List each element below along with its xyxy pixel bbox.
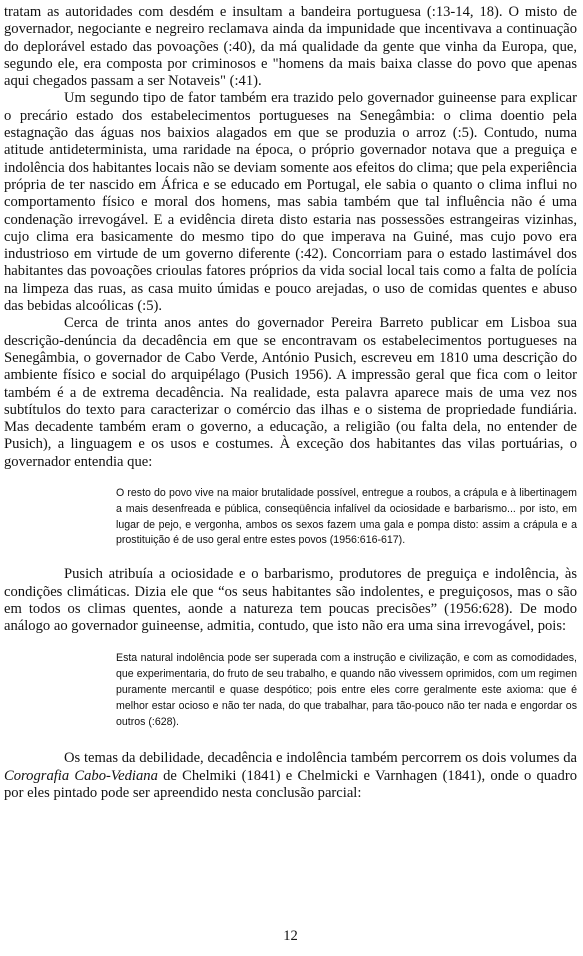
paragraph-1: tratam as autoridades com desdém e insultam a bandeira portuguesa (:13-14, 18). O misto de governador, negociante e negreiro reclamava ainda da impunidade que incentivava a continuação do deplorável estado das povoações (:40), da má qualidade da gente que vinha da Europa, que, segundo ele, era composta por criminosos e "homens da mais baixa classe do povo que apenas aqui chegados passam a ser Notaveis" (:41).: [4, 4, 577, 90]
paragraph-5: [4, 750, 577, 802]
block-quote-2: Esta natural indolência pode ser superada com a instrução e civilização, e com as comodidades, que experimentaria, do fruto de seu trabalho, e quando não vivessem oprimidos, com um regimen puramente mercantil e quase despótico; pois entre eles corre geralmente este axioma: que é melhor estar ocioso e não ter nada, do que trabalhar, para tão-pouco não ter nada e engordar os outros (:628).: [116, 652, 577, 728]
paragraph-4: Pusich atribuía a ociosidade e o barbarismo, produtores de preguiça e indolência, às condições climáticas. Dizia ele que “os seus habitantes são indolentes, e preguiçosos, mas o são em todos os climas quentes, aonde a natureza tem poucas precisões” (1956:628). De modo análogo ao governador guineense, admitia, contudo, que isto não era uma sina irrevogável, pois:: [4, 566, 577, 635]
paragraph-2: Um segundo tipo de fator também era trazido pelo governador guineense para explicar o precário estado dos estabelecimentos portugueses na Senegâmbia: o clima doentio pela estagnação das águas nos baixios alagados em que se produzia o arroz (:5). Contudo, numa atitude antideterminista, uma raridade na época, o próprio governador notava que a preguiça e indolência dos habitantes locais não se deviam somente aos efeitos do clima; que pela experiência própria de ter nascido em África e se educado em Portugal, ele sabia o quanto o clima influi no comportamento físico e moral dos homens, mas sabia também que tal influência não é uma condenação irrevogável. E a evidência direta disto estaria nas possessões estrangeiras vizinhas, cujo clima era basicamente do mesmo tipo do que imperava na Guiné, mas cujo povo era industrioso em virtude de um governo diferente (:42). Concorriam para o estado lastimável dos habitantes das povoações crioulas fatores próprios da vida social local tais como a falta de polícia na limpeza das ruas, as casa muito úmidas e pouco arejadas, o uso de comidas quentes e abuso das bebidas alcoólicas (:5).: [4, 90, 577, 315]
paragraph-3: Cerca de trinta anos antes do governador Pereira Barreto publicar em Lisboa sua descrição-denúncia da decadência em que se encontravam os estabelecimentos portugueses na Senegâmbia, o governador de Cabo Verde, António Pusich, escreveu em 1810 uma descrição do ambiente físico e social do arquipélago (Pusich 1956). A impressão geral que fica com o leitor também é a de extrema decadência. Na realidade, esta palavra aparece mais de uma vez nos subtítulos do texto para caracterizar o comércio das ilhas e o sistema de propriedade fundiária. Mas decadente também eram o governo, a educação, a religião (ou falta dela, no entender de Pusich), a linguagem e os usos e costumes. À exceção dos habitantes das vilas portuárias, o governador entendia que:: [4, 315, 577, 470]
document-page: [4, 0, 577, 956]
paragraph-5-text-end: de Chelmiki (1841) e Chelmicki e Varnhagen (1841), onde o quadro por eles pintado pode ser apreendido nesta conclusão parcial:: [4, 767, 577, 801]
paragraph-5-text-start: Os temas da debilidade, decadência e indolência também percorrem os dois volumes da: [64, 750, 577, 767]
book-title: Corografia Cabo-Vediana: [4, 767, 158, 784]
block-quote-1: O resto do povo vive na maior brutalidade possível, entregue a roubos, a crápula e à libertinagem a mais desenfreada e pública, conseqüência infalível da ociosidade e barbarismo... por isto, em lugar de pejo, e vergonha, ambos os sexos fazem uma gala e pompa disto: assim a crápula e a prostituição é de uso geral entre estes povos (1956:616-617).: [116, 487, 577, 547]
page-number: 12: [283, 928, 298, 944]
